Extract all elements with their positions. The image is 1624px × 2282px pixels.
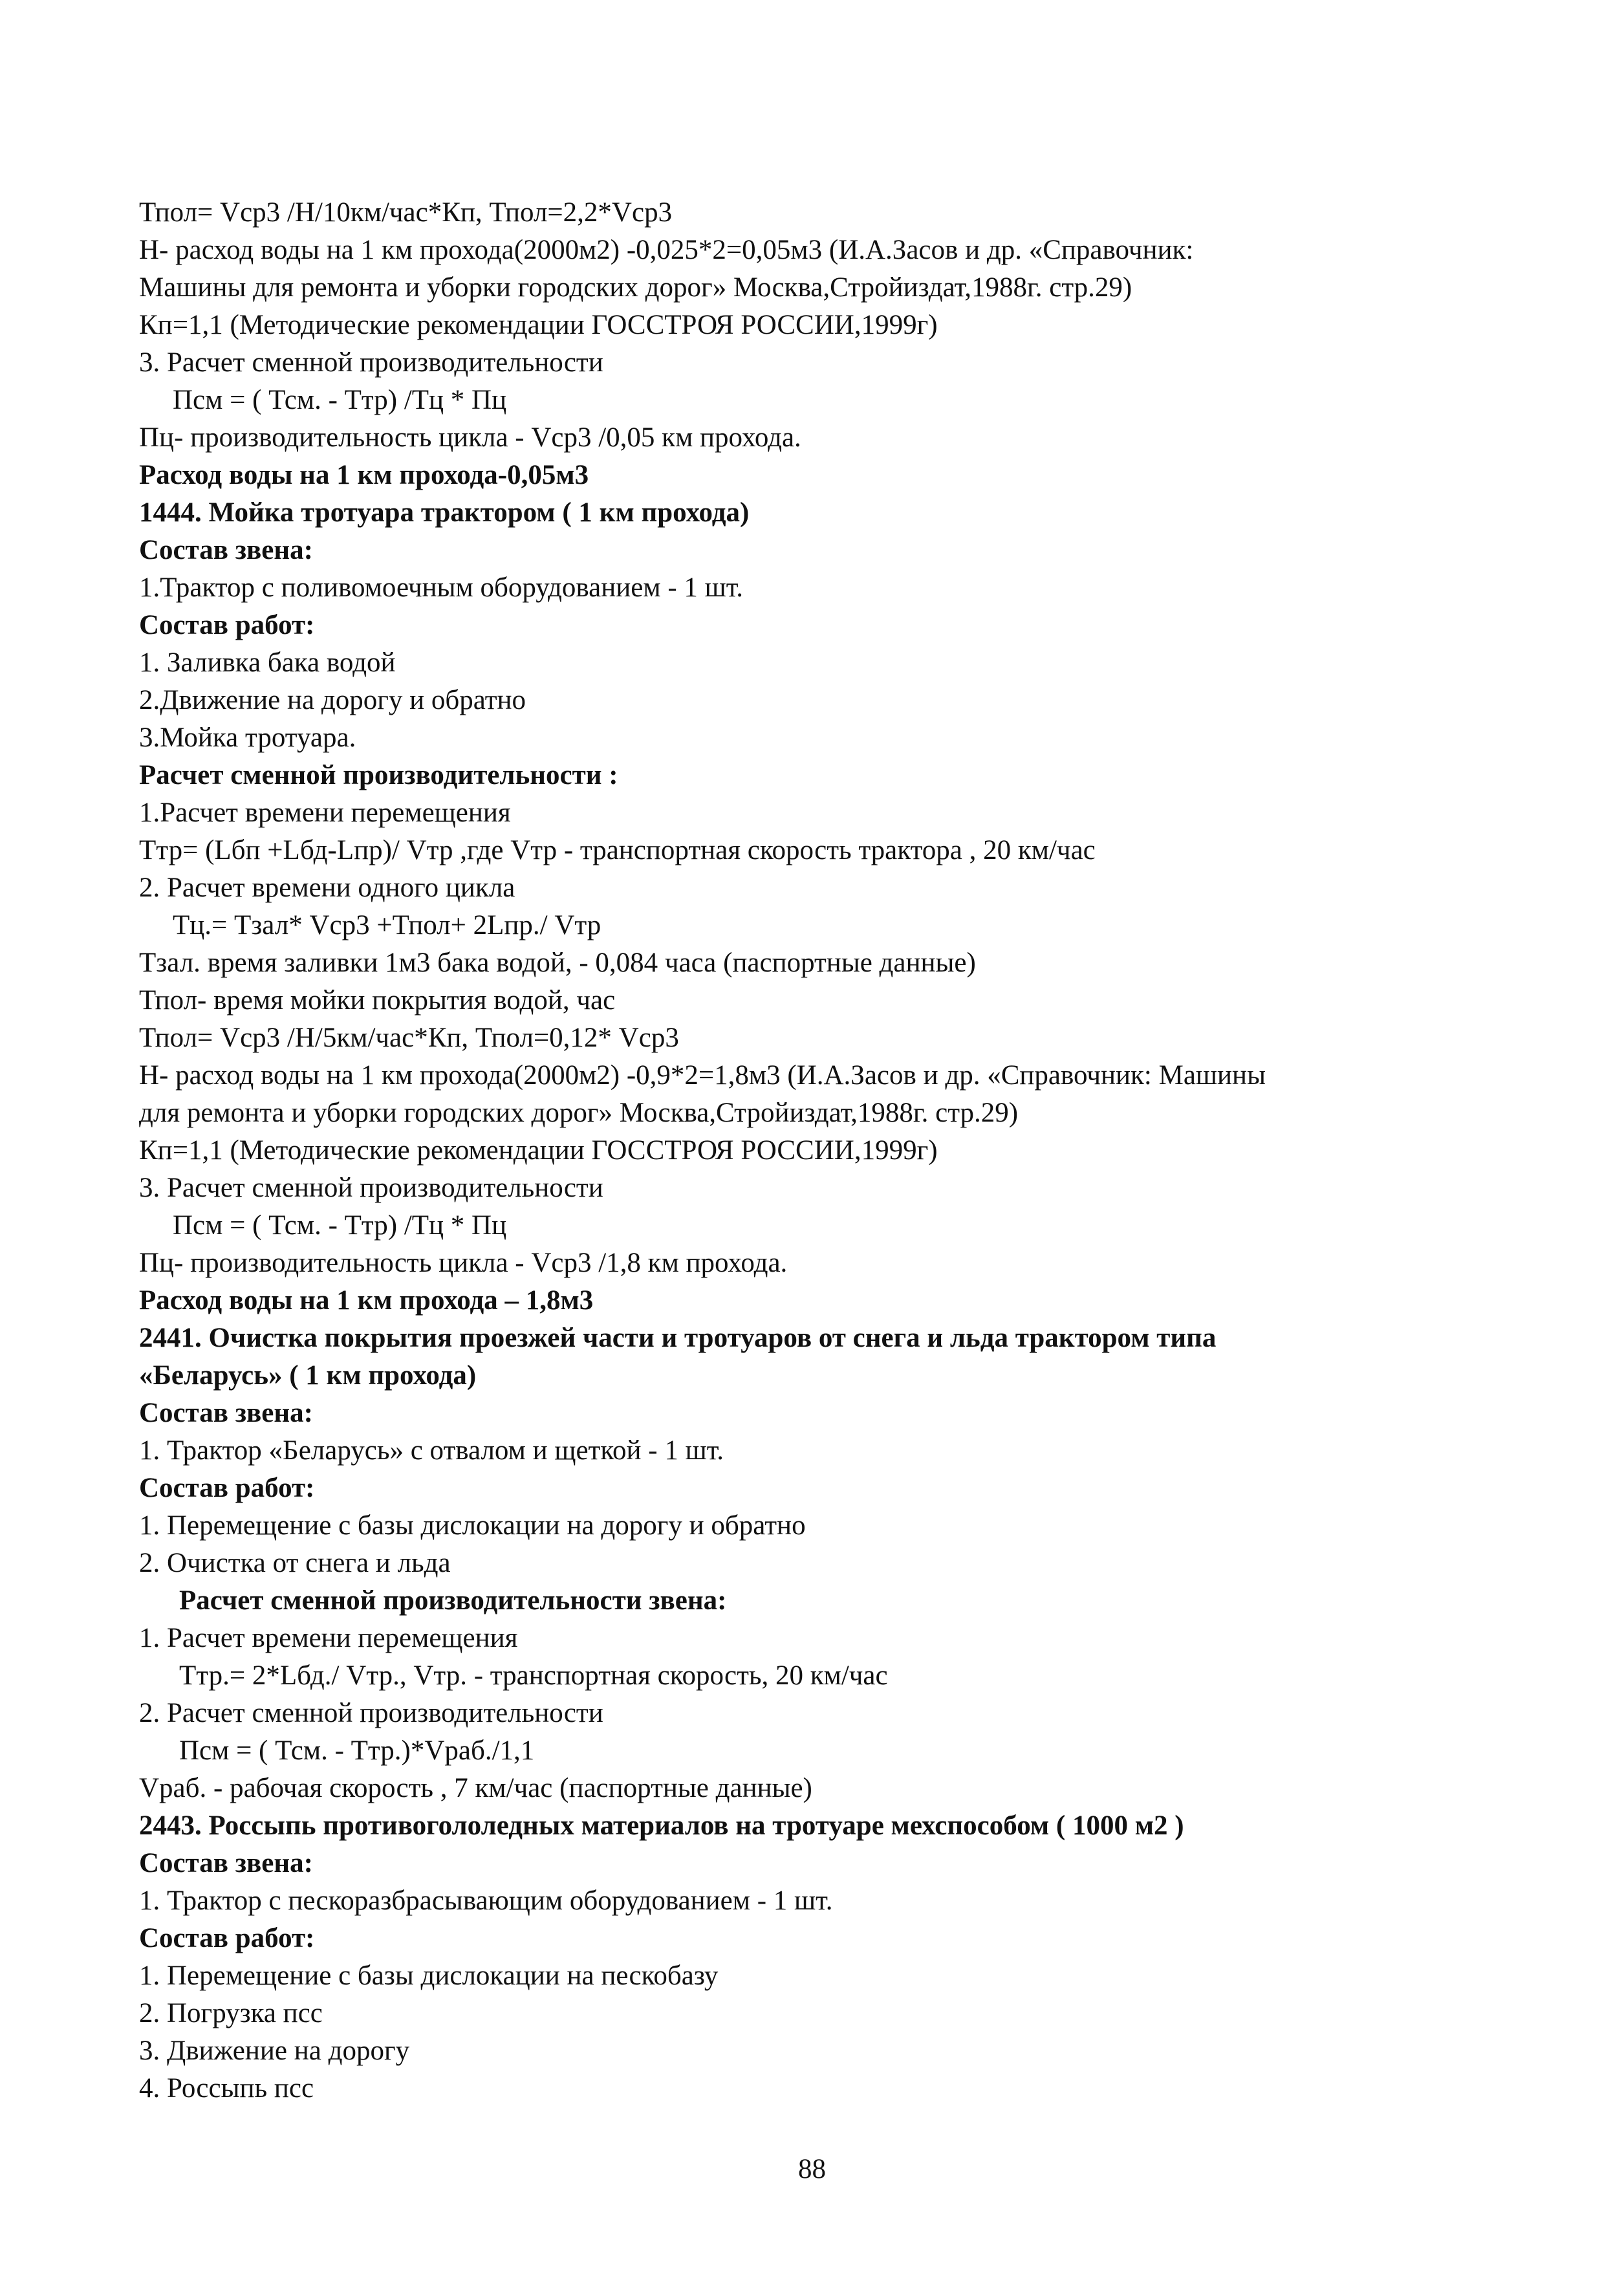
heading-line: Состав звена: (139, 1398, 313, 1428)
text-line: 2.Движение на дорогу и обратно (139, 685, 526, 715)
text-line: 1. Заливка бака водой (139, 647, 396, 678)
text-line: 2. Очистка от снега и льда (139, 1548, 451, 1578)
text-line: Кп=1,1 (Методические рекомендации ГОССТРОЯ РОССИИ,1999г) (139, 1135, 938, 1166)
heading-line: Состав звена: (139, 535, 313, 565)
text-line: Пц- производительность цикла - Vср3 /1,8 км прохода. (139, 1248, 788, 1278)
text-line: Тпол= Vср3 /Н/10км/час*Кп, Тпол=2,2*Vср3 (139, 197, 673, 228)
page-number: 88 (798, 2154, 826, 2184)
text-line: Псм = ( Тсм. - Ттр.)*Vраб./1,1 (179, 1735, 535, 1766)
heading-line: Расход воды на 1 км прохода – 1,8м3 (139, 1285, 594, 1316)
heading-line: 1444. Мойка тротуара трактором ( 1 км прохода) (139, 497, 750, 528)
text-line: 3. Расчет сменной производительности (139, 1173, 603, 1203)
text-line: Тзал. время заливки 1м3 бака водой, - 0,084 часа (паспортные данные) (139, 948, 976, 978)
text-line: 4. Россыпь пcc (139, 2073, 314, 2103)
text-line: 1. Трактор «Беларусь» с отвалом и щеткой - 1 шт. (139, 1435, 724, 1466)
text-line: 1. Перемещение с базы дислокации на дорогу и обратно (139, 1510, 806, 1541)
heading-line: 2441. Очистка покрытия проезжей части и тротуаров от снега и льда трактором типа (139, 1323, 1217, 1353)
heading-line: Состав работ: (139, 610, 315, 640)
text-line: Тц.= Тзал* Vср3 +Тпол+ 2Lпр./ Vтр (173, 910, 601, 940)
heading-line: «Беларусь» ( 1 км прохода) (139, 1360, 477, 1391)
text-line: Машины для ремонта и уборки городских дорог» Москва,Стройиздат,1988г. стр.29) (139, 272, 1132, 303)
document-body (139, 194, 1510, 2107)
text-line: 2. Расчет сменной производительности (139, 1698, 603, 1728)
text-line: 1. Перемещение с базы дислокации на пескобазу (139, 1961, 719, 1991)
heading-line: Состав звена: (139, 1848, 313, 1878)
text-line: 3.Мойка тротуара. (139, 723, 356, 753)
text-line: 1.Расчет времени перемещения (139, 798, 511, 828)
text-line: 3. Расчет сменной производительности (139, 347, 603, 378)
text-line: 1.Трактор с поливомоечным оборудованием - 1 шт. (139, 572, 744, 603)
text-line: Vраб. - рабочая скорость , 7 км/час (паспортные данные) (139, 1773, 812, 1803)
text-line: Кп=1,1 (Методические рекомендации ГОССТРОЯ РОССИИ,1999г) (139, 310, 938, 340)
text-line: Псм = ( Тсм. - Ттр) /Тц * Пц (173, 385, 507, 415)
text-line: 1. Расчет времени перемещения (139, 1623, 518, 1653)
text-line: Пц- производительность цикла - Vср3 /0,05 км прохода. (139, 422, 801, 453)
text-line: 3. Движение на дорогу (139, 2036, 410, 2066)
heading-line: Расчет сменной производительности : (139, 760, 618, 790)
heading-line: Состав работ: (139, 1923, 315, 1953)
text-line: Ттр= (Lбп +Lбд-Lпр)/ Vтр ,где Vтр - транспортная скорость трактора , 20 км/час (139, 835, 1096, 865)
text-line: 2. Расчет времени одного цикла (139, 873, 515, 903)
text-line: Н- расход воды на 1 км прохода(2000м2) -0,9*2=1,8м3 (И.А.Засов и др. «Справочник: Машины (139, 1060, 1266, 1091)
text-line: Псм = ( Тсм. - Ттр) /Тц * Пц (173, 1210, 507, 1241)
text-line: Ттр.= 2*Lбд./ Vтр., Vтр. - транспортная скорость, 20 км/час (179, 1660, 888, 1691)
text-line: 2. Погрузка пcc (139, 1998, 323, 2028)
heading-line: Расход воды на 1 км прохода-0,05м3 (139, 460, 589, 490)
heading-line: Состав работ: (139, 1473, 315, 1503)
text-line: 1. Трактор с пескоразбрасывающим оборудованием - 1 шт. (139, 1885, 833, 1916)
heading-line: 2443. Россыпь противогололедных материалов на тротуаре мехспособом ( 1000 м2 ) (139, 1810, 1184, 1841)
text-line: Тпол- время мойки покрытия водой, час (139, 985, 616, 1016)
heading-line: Расчет сменной производительности звена: (179, 1585, 727, 1616)
text-line: Н- расход воды на 1 км прохода(2000м2) -0,025*2=0,05м3 (И.А.Засов и др. «Справочник: (139, 235, 1194, 265)
text-line: Тпол= Vср3 /Н/5км/час*Кп, Тпол=0,12* Vср3 (139, 1023, 679, 1053)
text-line: для ремонта и уборки городских дорог» Москва,Стройиздат,1988г. стр.29) (139, 1098, 1019, 1128)
